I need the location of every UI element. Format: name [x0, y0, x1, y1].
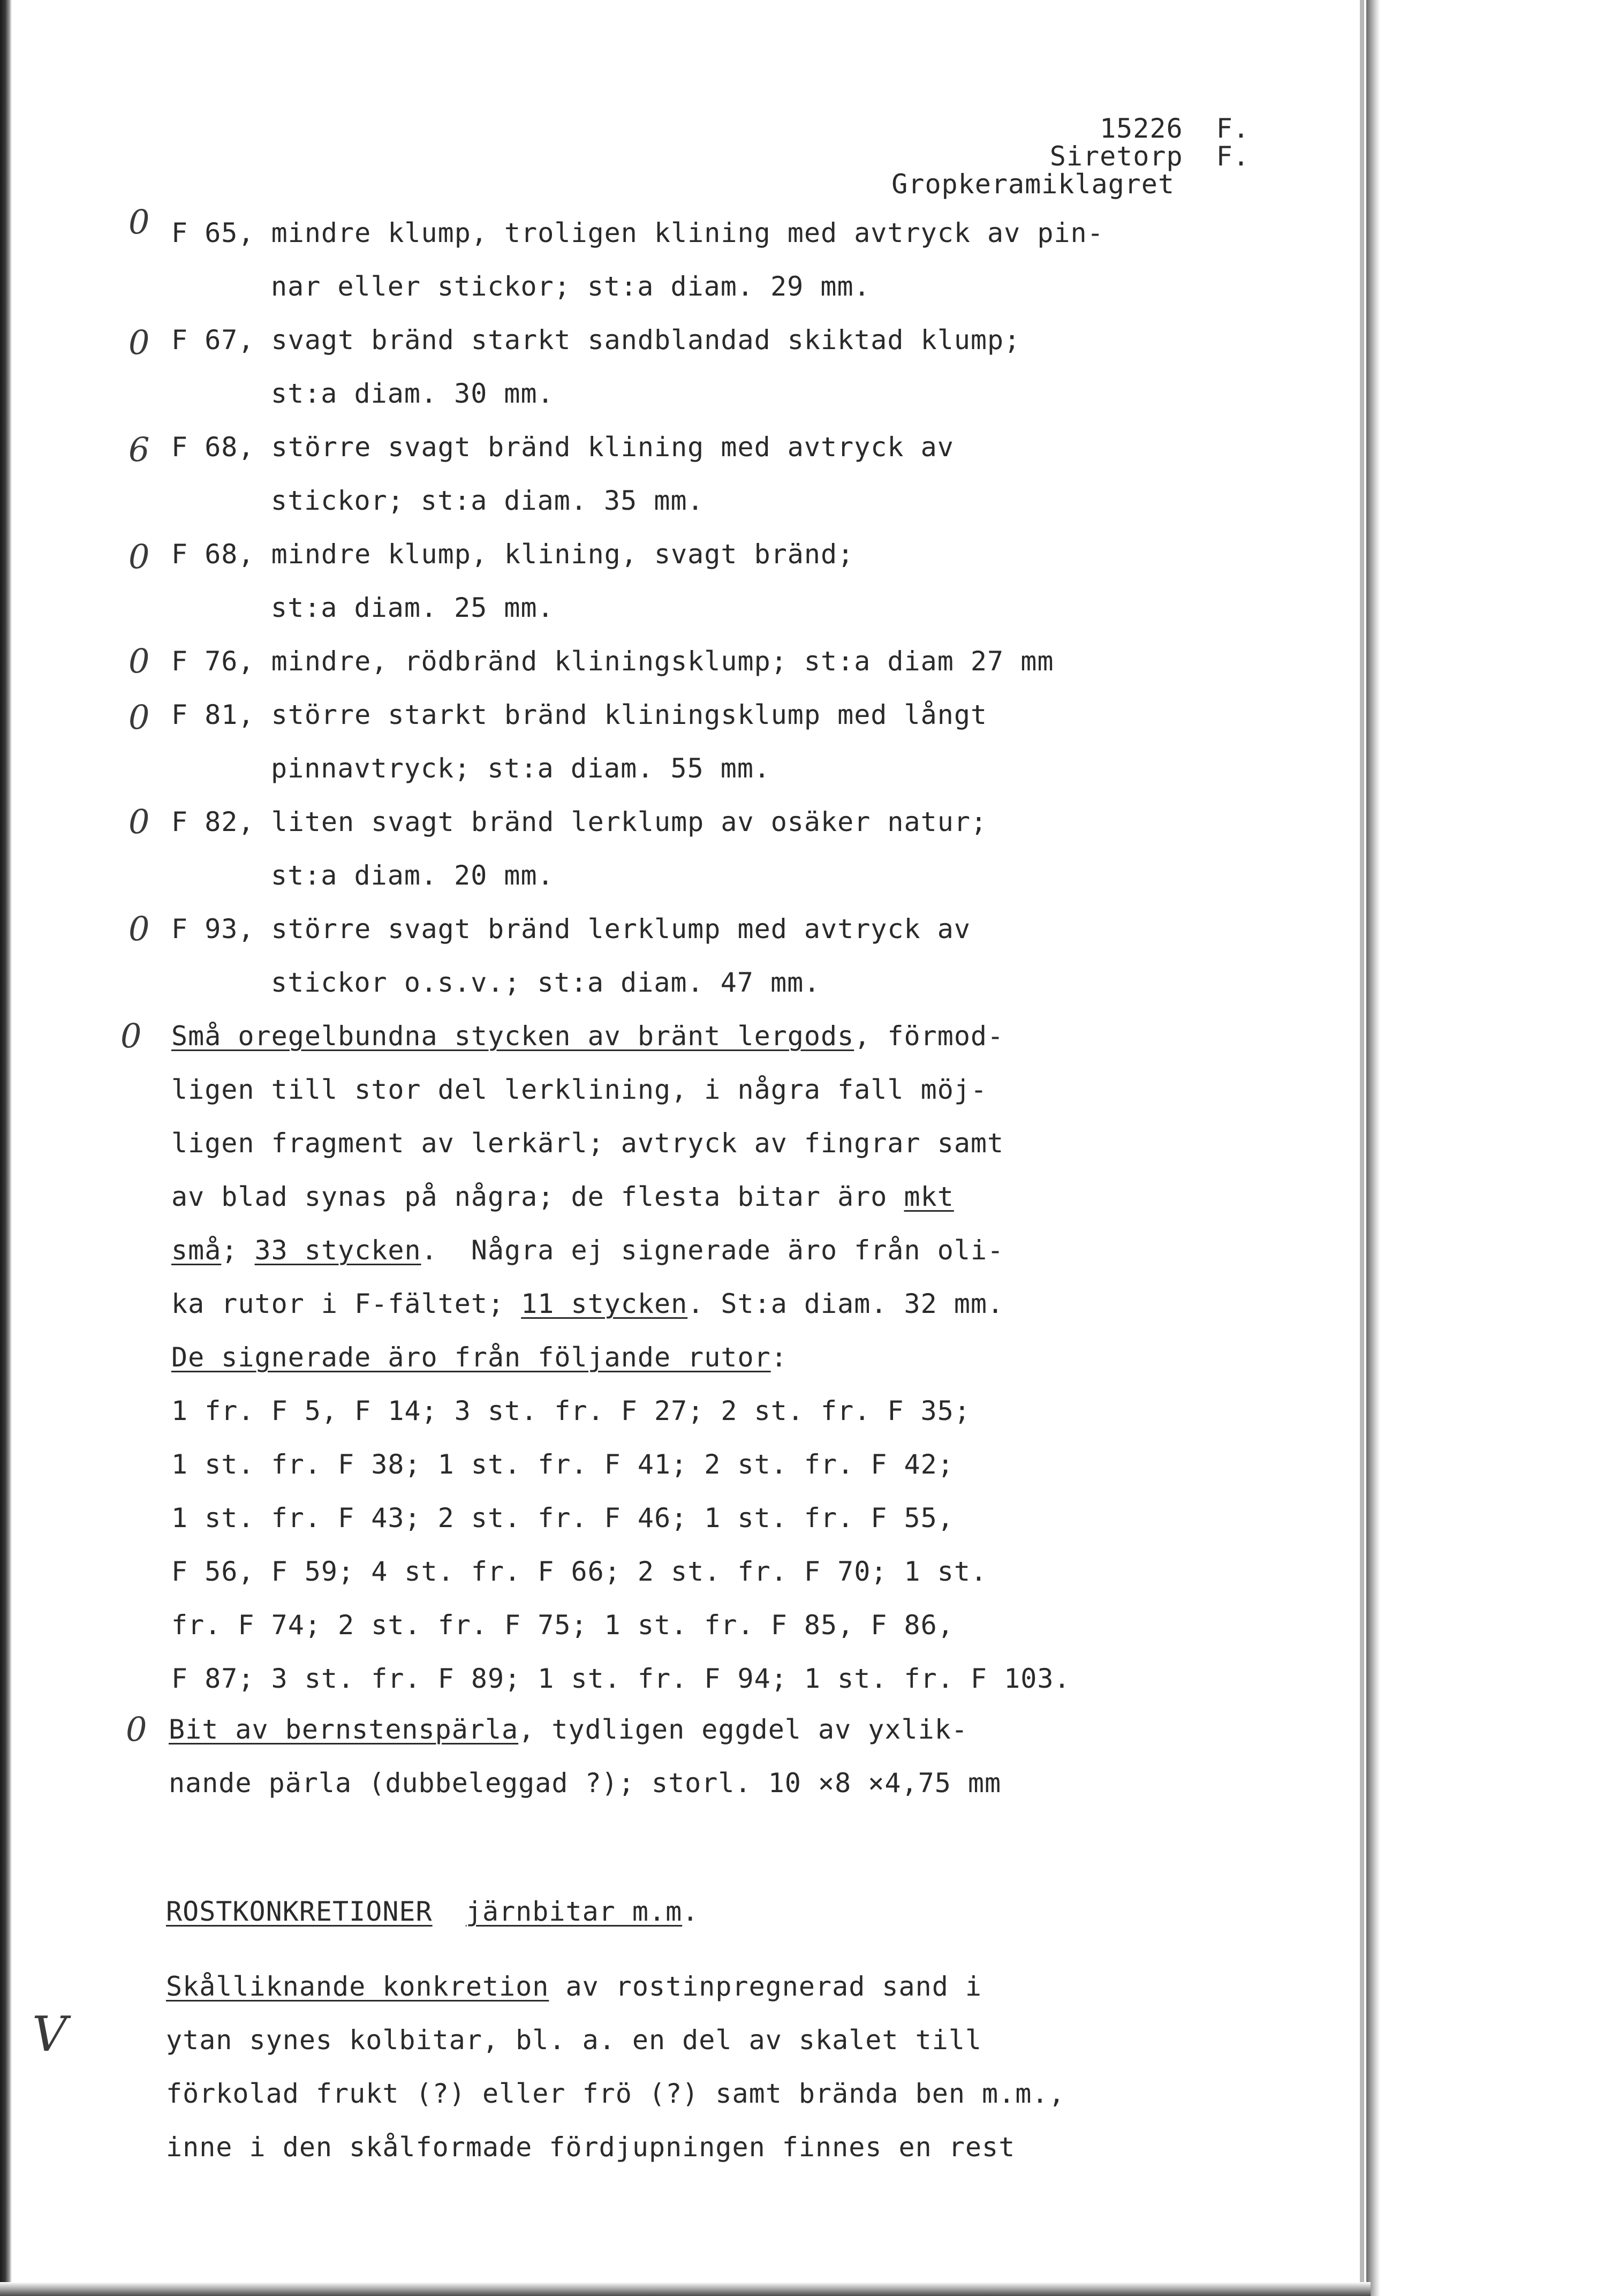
section-heading: ROSTKONKRETIONER järnbitar m.m. [166, 1896, 699, 1927]
margin-mark: 0 [128, 641, 150, 681]
fragments-list-line: 1 st. fr. F 38; 1 st. fr. F 41; 2 st. fr. F 42; [171, 1449, 954, 1480]
margin-mark: 6 [128, 430, 150, 469]
fragments-list-line: 1 fr. F 5, F 14; 3 st. fr. F 27; 2 st. fr. F 35; [171, 1395, 971, 1426]
entry-line: st:a diam. 20 mm. [271, 860, 554, 891]
scan-edge-right [1360, 0, 1619, 2296]
amber-line: nande pärla (dubbeleggad ?); storl. 10 ×8 ×4,75 mm [169, 1768, 1002, 1799]
fragments-line: ligen till stor del lerklining, i några fall möj- [171, 1074, 988, 1105]
header-site: Siretorp F. [1049, 141, 1250, 172]
fragments-list-line: 1 st. fr. F 43; 2 st. fr. F 46; 1 st. fr. F 55, [171, 1502, 954, 1534]
header-layer: Gropkeramiklagret [891, 169, 1175, 200]
fragments-title: Små oregelbundna stycken av bränt lergods [171, 1021, 854, 1052]
entry-line: F 82, liten svagt bränd lerklump av osäker natur; [171, 806, 988, 837]
rust-line: Skålliknande konkretion av rostinpregnerad sand i [166, 1971, 982, 2002]
entry-line: F 93, större svagt bränd lerklump med avtryck av [171, 913, 971, 945]
entry-line: st:a diam. 25 mm. [271, 592, 554, 623]
margin-mark: 0 [128, 537, 150, 576]
fragments-line: små; 33 stycken. Några ej signerade äro från oli- [171, 1235, 1004, 1266]
margin-mark: 0 [128, 698, 150, 737]
margin-mark: 0 [126, 1710, 147, 1749]
rust-line: inne i den skålformade fördjupningen finnes en rest [166, 2132, 1016, 2163]
entry-line: pinnavtryck; st:a diam. 55 mm. [271, 753, 771, 784]
fragments-list-line: F 56, F 59; 4 st. fr. F 66; 2 st. fr. F 70; 1 st. [171, 1556, 988, 1587]
scan-edge-left [0, 0, 12, 2296]
entry-line: stickor o.s.v.; st:a diam. 47 mm. [271, 967, 821, 998]
header-catalog-number: 15226 F. [1100, 113, 1250, 144]
margin-mark: 0 [128, 909, 150, 948]
fragments-line: De signerade äro från följande rutor: [171, 1342, 788, 1373]
entry-line: F 81, större starkt bränd kliningsklump med långt [171, 699, 988, 730]
amber-title: Bit av bernstenspärla [169, 1714, 519, 1745]
margin-checkmark: V [32, 2006, 67, 2063]
fragments-list-line: fr. F 74; 2 st. fr. F 75; 1 st. fr. F 85, F 86, [171, 1610, 954, 1641]
margin-mark: 0 [120, 1016, 142, 1055]
amber-line: Bit av bernstenspärla, tydligen eggdel av yxlik- [169, 1714, 968, 1745]
rust-line: ytan synes kolbitar, bl. a. en del av skalet till [166, 2025, 982, 2056]
fragments-line: ka rutor i F-fältet; 11 stycken. St:a diam. 32 mm. [171, 1288, 1004, 1319]
entry-line: F 68, större svagt bränd klining med avtryck av [171, 432, 954, 463]
fragments-line: ligen fragment av lerkärl; avtryck av fingrar samt [171, 1128, 1004, 1159]
fragments-line: Små oregelbundna stycken av bränt lergods, förmod- [171, 1021, 1004, 1052]
entry-line: F 76, mindre, rödbränd kliningsklump; st:a diam 27 mm [171, 646, 1054, 677]
entry-line: st:a diam. 30 mm. [271, 378, 554, 409]
fragments-list-line: F 87; 3 st. fr. F 89; 1 st. fr. F 94; 1 st. fr. F 103. [171, 1663, 1071, 1694]
scan-edge-bottom [0, 2282, 1371, 2296]
entry-line: F 68, mindre klump, klining, svagt bränd; [171, 539, 854, 570]
entry-line: F 65, mindre klump, troligen klining med avtryck av pin- [171, 217, 1104, 248]
entry-line: nar eller stickor; st:a diam. 29 mm. [271, 271, 871, 302]
margin-mark: 0 [128, 802, 150, 841]
margin-mark: 0 [128, 202, 150, 241]
entry-line: F 67, svagt bränd starkt sandblandad skiktad klump; [171, 324, 1021, 356]
entry-line: stickor; st:a diam. 35 mm. [271, 485, 704, 516]
fragments-line: av blad synas på några; de flesta bitar äro mkt [171, 1181, 954, 1212]
margin-mark: 0 [128, 323, 150, 362]
rust-line: förkolad frukt (?) eller frö (?) samt brända ben m.m., [166, 2078, 1065, 2109]
rust-title: Skålliknande konkretion [166, 1971, 549, 2002]
